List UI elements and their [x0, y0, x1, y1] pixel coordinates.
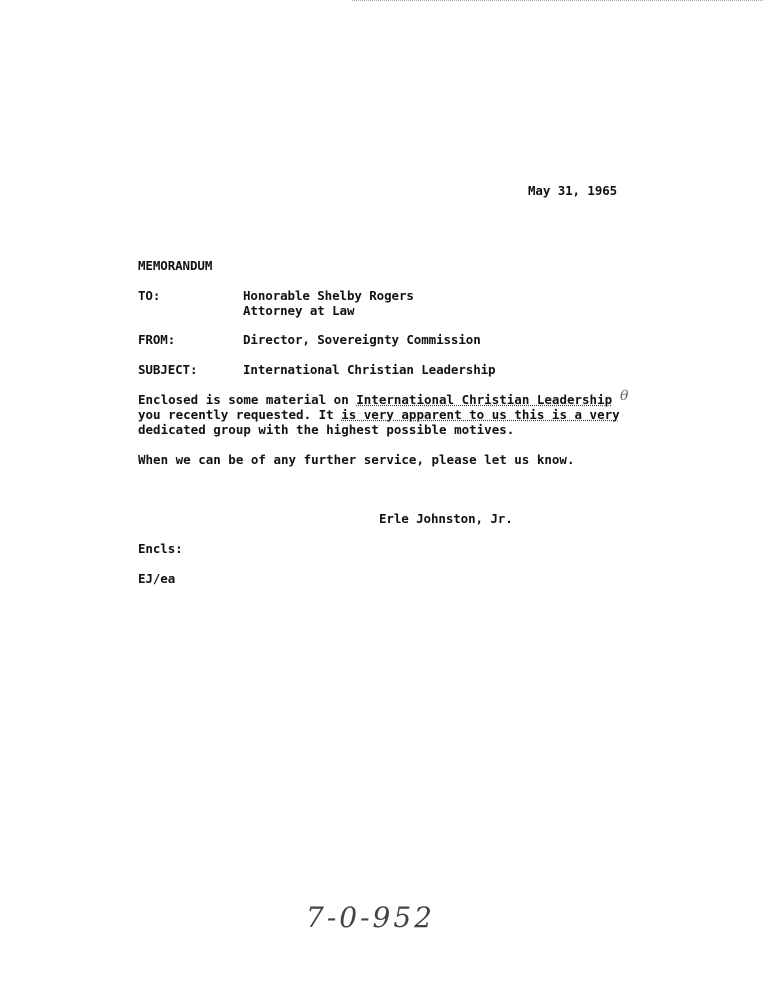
from-label: FROM: [138, 332, 176, 347]
to-recipient-title: Attorney at Law [243, 303, 355, 318]
from-value: Director, Sovereignty Commission [243, 332, 481, 347]
top-dotted-edge [352, 0, 763, 4]
to-recipient-name: Honorable Shelby Rogers [243, 288, 414, 303]
paragraph-2: When we can be of any further service, please let us know. [138, 452, 575, 467]
subject-value: International Christian Leadership [243, 362, 496, 377]
handwritten-insert-mark: θ [620, 388, 629, 404]
handwritten-file-number: 7-0-952 [306, 901, 435, 934]
typist-initials: EJ/ea [138, 571, 176, 586]
to-label: TO: [138, 288, 161, 303]
paragraph-1-line-3: dedicated group with the highest possible motives. [138, 422, 515, 437]
memo-date: May 31, 1965 [528, 183, 618, 198]
para1-underlined-org: International Christian Leadership [356, 392, 613, 407]
paragraph-1-line-1 [138, 392, 612, 407]
para1-line2-marked: is very apparent to us this is a very [341, 407, 620, 422]
para1-text-start: Enclosed is some material on [138, 392, 357, 407]
signature: Erle Johnston, Jr. [379, 511, 513, 526]
para1-line2-start: you recently requested. It [138, 407, 342, 422]
paragraph-1-line-2 [138, 407, 620, 422]
enclosures-label: Encls: [138, 541, 183, 556]
memo-heading: MEMORANDUM [138, 258, 213, 273]
subject-label: SUBJECT: [138, 362, 198, 377]
